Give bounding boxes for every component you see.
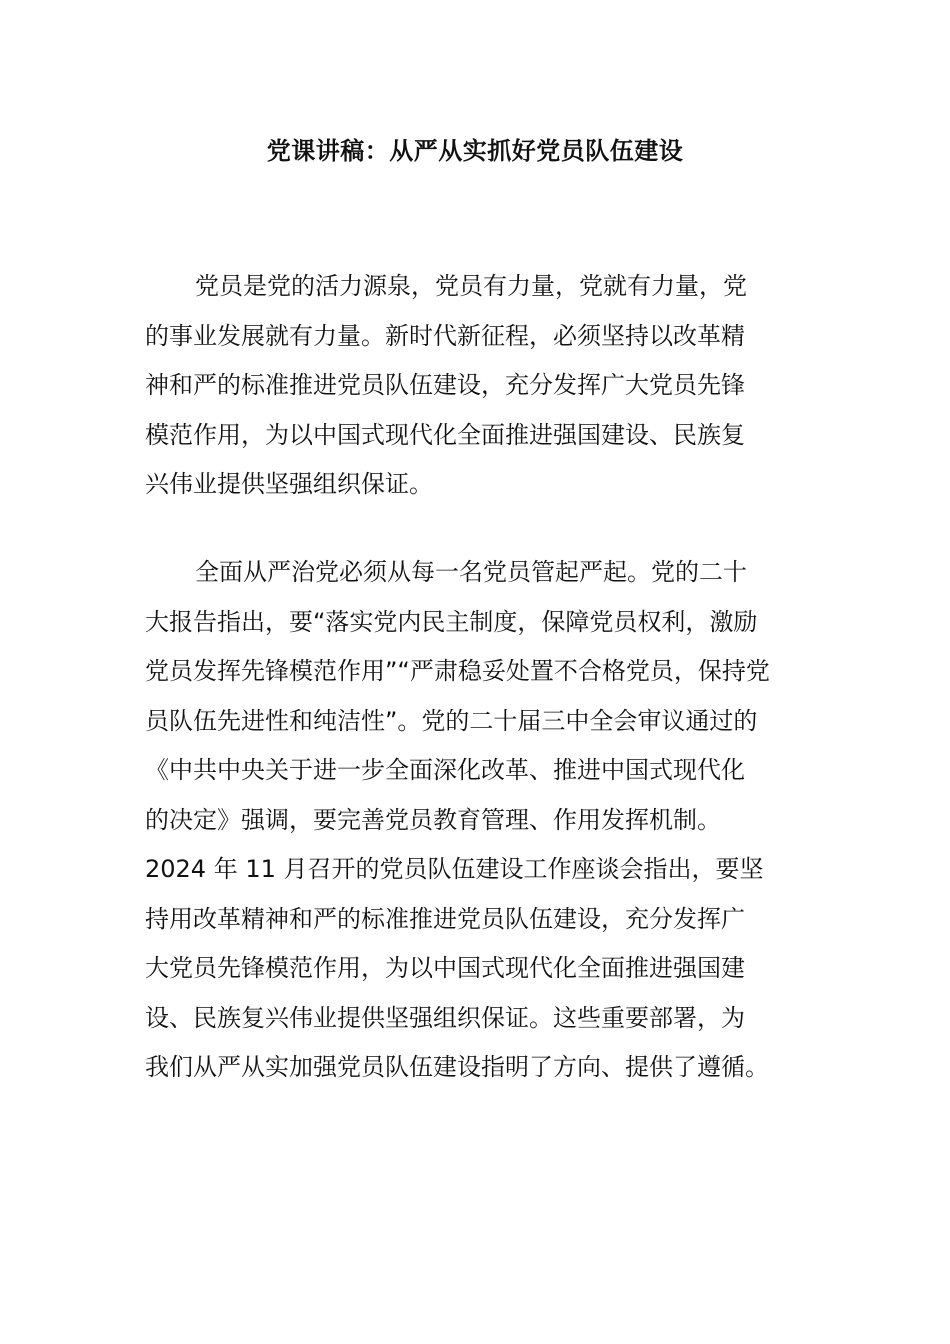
paragraph-line: 我们从严从实加强党员队伍建设指明了方向、提供了遵循。 — [145, 1053, 769, 1081]
paragraph-line: 的事业发展就有力量。新时代新征程，必须坚持以改革精 — [145, 321, 745, 350]
paragraph-line: 的决定》强调，要完善党员教育管理、作用发挥机制。 — [145, 805, 721, 834]
paragraph-line: 模范作用，为以中国式现代化全面推进强国建设、民族复 — [145, 420, 745, 449]
paragraph-line: 大报告指出，要“落实党内民主制度，保障党员权利，激励 — [145, 607, 758, 636]
paragraph-line: 兴伟业提供坚强组织保证。 — [145, 470, 433, 498]
paragraph-line: 员队伍先进性和纯洁性”。党的二十届三中全会审议通过的 — [145, 706, 758, 735]
paragraph-line: 持用改革精神和严的标准推进党员队伍建设，充分发挥广 — [145, 904, 745, 933]
paragraph-line: 2024 年 11 月召开的党员队伍建设工作座谈会指出，要坚 — [145, 855, 764, 883]
document-title: 党课讲稿：从严从实抓好党员队伍建设 — [266, 137, 684, 165]
paragraph-line: 党员发挥先锋模范作用”“严肃稳妥处置不合格党员，保持党 — [145, 657, 770, 685]
paragraph-1 — [145, 262, 805, 510]
paragraph-2 — [145, 548, 805, 1093]
paragraph-line: 神和严的标准推进党员队伍建设，充分发挥广大党员先锋 — [145, 371, 745, 399]
paragraph-line: 大党员先锋模范作用，为以中国式现代化全面推进强国建 — [145, 954, 745, 982]
paragraph-line: 党员是党的活力源泉，党员有力量，党就有力量，党 — [195, 272, 747, 300]
paragraph-line: 设、民族复兴伟业提供坚强组织保证。这些重要部署，为 — [145, 1003, 745, 1032]
paragraph-line: 全面从严治党必须从每一名党员管起严起。党的二十 — [195, 558, 747, 586]
paragraph-line: 《中共中央关于进一步全面深化改革、推进中国式现代化 — [145, 756, 745, 784]
